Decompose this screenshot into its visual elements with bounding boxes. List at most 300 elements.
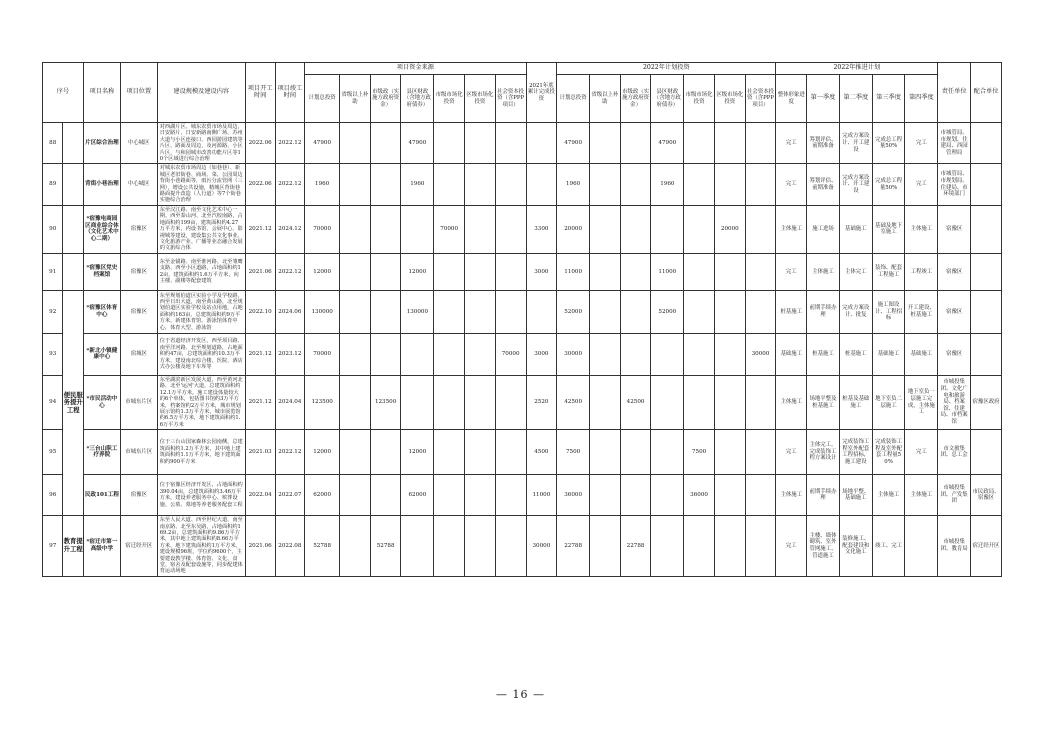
cell-plan-market <box>684 290 715 333</box>
cell-seq: 96 <box>43 475 63 516</box>
table-row <box>43 516 1002 577</box>
cell-plan-municipal <box>620 253 651 290</box>
cell-plan-total: 36000 <box>557 475 590 516</box>
cell-plan-bond <box>651 430 684 475</box>
cell-src-province <box>340 333 371 375</box>
cell-end: 2022.12 <box>275 430 305 475</box>
cell-end: 2024.12 <box>275 205 305 253</box>
table-row <box>43 253 1002 290</box>
cell-overall: 完工 <box>776 516 807 577</box>
cell-end: 2022.08 <box>275 516 305 577</box>
cell-plan-market <box>684 516 715 577</box>
cell-src-province <box>340 123 371 164</box>
cell-q1: 筹划评估、前期准备 <box>807 123 840 164</box>
cell-plan-bond <box>651 516 684 577</box>
cell-end: 2022.12 <box>275 164 305 205</box>
cell-coop <box>971 164 1002 205</box>
cell-prior <box>526 123 557 164</box>
cell-src-total: 70000 <box>305 205 340 253</box>
cell-src-district-market <box>464 375 495 429</box>
cell-overall: 完工 <box>776 430 807 475</box>
cell-plan-bond: 47900 <box>651 123 684 164</box>
cell-plan-total: 1960 <box>557 164 590 205</box>
cell-src-province <box>340 290 371 333</box>
cell-plan-social <box>745 290 776 333</box>
cell-src-total: 52788 <box>305 516 340 577</box>
cell-name: 民政101工程 <box>83 475 120 516</box>
cell-name: 背街小巷治理 <box>83 164 120 205</box>
cell-plan-total: 22788 <box>557 516 590 577</box>
table-body <box>43 123 1002 577</box>
header-coop: 配合单位 <box>971 63 1002 123</box>
cell-plan-province <box>590 205 621 253</box>
header-seq: 序号 <box>43 63 84 123</box>
cell-name: *三台山职工疗养院 <box>83 430 120 475</box>
cell-location: 市城东片区 <box>120 430 157 475</box>
cell-prior: 30000 <box>526 516 557 577</box>
cell-desc: 位于宿豫区经济开发区，占地面积约390.04亩，总建筑面积约3.46万平方米，建设养老服务中心、殡葬设施、公墓、墓地等养老服务配套工程 <box>157 475 245 516</box>
cell-q3: 完成总工程量50% <box>872 123 905 164</box>
cell-name: *新北小镇健康中心 <box>83 333 120 375</box>
cell-q3: 基础施工 <box>872 333 905 375</box>
category-cell <box>63 123 83 164</box>
cell-plan-total: 52000 <box>557 290 590 333</box>
cell-name: *宿豫区党史档案馆 <box>83 253 120 290</box>
cell-name: *宿豫电商园区商业综合体（文化艺术中心二期） <box>83 205 120 253</box>
cell-plan-social <box>745 164 776 205</box>
cell-q4: 基础施工 <box>905 333 938 375</box>
cell-plan-bond: 52000 <box>651 290 684 333</box>
cell-q1: 筹划评估、前期准备 <box>807 164 840 205</box>
cell-plan-district-market: 20000 <box>714 205 745 253</box>
cell-src-municipal: 52788 <box>370 516 401 577</box>
cell-plan-municipal: 42500 <box>620 375 651 429</box>
cell-desc: 东至规划伯道区实验小学及学校路，西至日出大道，南至黄山路，北至规划伯道区实验学校及站点用地，占地面积约163亩，总建筑面积约9万平方米，新建体育馆、游泳馆体育中心，体育大型、游泳馆 <box>157 290 245 333</box>
cell-plan-municipal <box>620 164 651 205</box>
cell-src-total: 70000 <box>305 333 340 375</box>
cell-plan-municipal <box>620 475 651 516</box>
cell-plan-municipal: 22788 <box>620 516 651 577</box>
cell-q1: 前期手续办理 <box>807 290 840 333</box>
cell-resp: 市城投集团、文化广电和旅游局、档案馆、住建局、市档案馆 <box>938 375 971 429</box>
cell-seq: 90 <box>43 205 63 253</box>
cell-src-total: 130000 <box>305 290 340 333</box>
cell-q3: 主体施工 <box>872 475 905 516</box>
cell-plan-municipal <box>620 430 651 475</box>
cell-src-bond: 47900 <box>401 123 434 164</box>
cell-end: 2024.06 <box>275 290 305 333</box>
cell-q2: 场地平整、基础施工 <box>839 475 872 516</box>
cell-coop: 宿迁经开区 <box>971 516 1002 577</box>
cell-src-district-market <box>464 430 495 475</box>
cell-src-total: 62000 <box>305 475 340 516</box>
cell-src-municipal <box>370 475 401 516</box>
cell-plan-bond <box>651 333 684 375</box>
header-overall: 整体形象进度 <box>776 75 807 123</box>
cell-src-market <box>434 375 465 429</box>
cell-q4: 完工 <box>905 430 938 475</box>
cell-src-total: 12000 <box>305 430 340 475</box>
cell-start: 2021.12 <box>245 375 275 429</box>
cell-q2: 装修施工、配套建设和文化施工 <box>839 516 872 577</box>
cell-src-total: 123500 <box>305 375 340 429</box>
cell-q3: 完成总工程量50% <box>872 164 905 205</box>
table-row <box>43 430 1002 475</box>
cell-plan-municipal <box>620 333 651 375</box>
cell-end: 2022.12 <box>275 253 305 290</box>
cell-overall: 完工 <box>776 164 807 205</box>
header-plan-social: 社会资本投资（含PPP项目） <box>745 75 776 123</box>
cell-overall: 完工 <box>776 123 807 164</box>
cell-q4: 开工建设、桩基施工 <box>905 290 938 333</box>
cell-overall: 主体施工 <box>776 205 807 253</box>
cell-src-municipal: 123500 <box>370 375 401 429</box>
cell-location: 宿豫区 <box>120 205 157 253</box>
cell-prior: 3000 <box>526 253 557 290</box>
cell-start: 2021.12 <box>245 333 275 375</box>
cell-coop <box>971 253 1002 290</box>
header-src-social: 社会资本投资（含PPP项目） <box>495 75 526 123</box>
cell-src-province <box>340 205 371 253</box>
cell-plan-social <box>745 375 776 429</box>
cell-plan-social <box>745 430 776 475</box>
cell-start: 2022.06 <box>245 164 275 205</box>
category-cell <box>63 205 83 253</box>
cell-src-market <box>434 475 465 516</box>
cell-plan-bond <box>651 475 684 516</box>
cell-plan-total: 20000 <box>557 205 590 253</box>
project-table <box>42 62 1002 577</box>
cell-q4: 主体施工 <box>905 205 938 253</box>
cell-overall: 桩基施工 <box>776 290 807 333</box>
cell-prior: 11000 <box>526 475 557 516</box>
cell-src-province <box>340 164 371 205</box>
cell-src-bond: 12000 <box>401 430 434 475</box>
cell-plan-province <box>590 253 621 290</box>
table-row <box>43 205 1002 253</box>
cell-q3: 基础及地下室施工 <box>872 205 905 253</box>
cell-src-district-market <box>464 123 495 164</box>
cell-src-total: 47900 <box>305 123 340 164</box>
cell-q1: 主体施工 <box>807 253 840 290</box>
cell-src-district-market <box>464 164 495 205</box>
cell-plan-market <box>684 123 715 164</box>
cell-plan-social: 30000 <box>745 333 776 375</box>
cell-plan-municipal <box>620 290 651 333</box>
cell-q3: 竣工、完工 <box>872 516 905 577</box>
cell-plan-district-market <box>714 123 745 164</box>
cell-src-social <box>495 290 526 333</box>
cell-plan-social <box>745 205 776 253</box>
cell-src-province <box>340 516 371 577</box>
header-q1: 第一季度 <box>807 75 840 123</box>
cell-desc: 位于三台山国家森林公园南侧，总建筑面积约1.2万平方米，其中地上建筑面积约1.1万平方米，地下建筑面积约900平方米 <box>157 430 245 475</box>
cell-src-bond: 62000 <box>401 475 434 516</box>
cell-name: 片区综合治理 <box>83 123 120 164</box>
cell-coop <box>971 333 1002 375</box>
cell-src-social <box>495 430 526 475</box>
cell-q2: 主体完工 <box>839 253 872 290</box>
cell-location: 宿迁经开区 <box>120 516 157 577</box>
cell-resp: 宿豫区 <box>938 333 971 375</box>
cell-src-social: 70000 <box>495 333 526 375</box>
cell-end: 2024.04 <box>275 375 305 429</box>
cell-src-municipal <box>370 290 401 333</box>
cell-src-market <box>434 253 465 290</box>
cell-src-total: 1960 <box>305 164 340 205</box>
cell-desc: 对城东农贸市场周边（如巷巷）、新城区老旧街巷、商场、菜、公园周边背街小巷路面等，雨污分流管网（三网），增设公共设施，精城区背街巷路面提升改造（人行道）等7个街巷实施综合治理 <box>157 164 245 205</box>
cell-src-district-market <box>464 253 495 290</box>
category-cell: 教育提升工程 <box>63 516 83 577</box>
cell-src-bond: 130000 <box>401 290 434 333</box>
header-name: 项目名称 <box>83 63 120 123</box>
header-src-province: 省级以上补助 <box>340 75 371 123</box>
cell-q4 <box>905 516 938 577</box>
cell-resp: 市城管局、市规划、住建局、西园管理局 <box>938 123 971 164</box>
header-src-municipal: 市级政（实施方政府资金） <box>370 75 401 123</box>
cell-plan-market: 7500 <box>684 430 715 475</box>
cell-src-market <box>434 516 465 577</box>
cell-end: 2023.12 <box>275 333 305 375</box>
cell-desc: 对西湖片区、城东农贸市场及周边、日安路片、日安新路南侧广场、苏州大道与小区连接口、西园游园建筑等片区、路面及周边，及河源路、小区片区，与和园城市改善功能片区等10个区域进行综合治理 <box>157 123 245 164</box>
header-location: 项目位置 <box>120 63 157 123</box>
cell-seq: 93 <box>43 333 63 375</box>
cell-q2: 完成方案设计、批复 <box>839 290 872 333</box>
cell-src-market: 70000 <box>434 205 465 253</box>
cell-q2: 基础施工 <box>839 205 872 253</box>
cell-src-municipal <box>370 164 401 205</box>
cell-seq: 94 <box>43 375 63 429</box>
cell-plan-market <box>684 253 715 290</box>
cell-plan-district-market <box>714 290 745 333</box>
header-plan-group: 2022年计划投资 <box>557 63 776 75</box>
category-cell <box>63 164 83 205</box>
cell-start: 2022.06 <box>245 123 275 164</box>
cell-plan-municipal <box>620 123 651 164</box>
cell-q3: 施工图设计、工程招标 <box>872 290 905 333</box>
cell-overall: 完工 <box>776 253 807 290</box>
cell-src-province <box>340 253 371 290</box>
cell-prior: 2520 <box>526 375 557 429</box>
cell-resp: 宿豫区 <box>938 253 971 290</box>
cell-q2: 桩基施工 <box>839 333 872 375</box>
cell-plan-province <box>590 290 621 333</box>
cell-plan-district-market <box>714 164 745 205</box>
cell-src-municipal <box>370 430 401 475</box>
cell-resp: 市城管局、市规划局、住建局、市环境部门 <box>938 164 971 205</box>
table-row <box>43 290 1002 333</box>
cell-src-district-market <box>464 475 495 516</box>
cell-src-district-market <box>464 290 495 333</box>
cell-prior: 3000 <box>526 333 557 375</box>
cell-plan-district-market <box>714 375 745 429</box>
cell-plan-province <box>590 430 621 475</box>
cell-name: *宿迁市第一高级中学 <box>83 516 120 577</box>
cell-q1: 施工进场 <box>807 205 840 253</box>
header-q4: 第四季度 <box>905 75 938 123</box>
cell-overall: 主体施工 <box>776 475 807 516</box>
table-row <box>43 475 1002 516</box>
cell-src-province <box>340 475 371 516</box>
cell-start: 2021.06 <box>245 516 275 577</box>
cell-plan-province <box>590 123 621 164</box>
cell-src-district-market <box>464 333 495 375</box>
cell-src-bond <box>401 333 434 375</box>
cell-plan-social <box>745 475 776 516</box>
cell-coop <box>971 290 1002 333</box>
cell-src-bond <box>401 516 434 577</box>
cell-plan-market <box>684 164 715 205</box>
cell-src-bond <box>401 205 434 253</box>
cell-plan-market <box>684 333 715 375</box>
cell-desc: 东至湖滨新区发展大道、西至黄河北路、北至'运河'大道，总建筑面积约12.1万平方米。施工建设体量较大的6个单体，包括图书馆约3万平方米，档案馆约2万平方米，城市规划展示馆约1.3万平方米，城市展览馆约6.5万平方米，地下建筑面积约1.6万平方米 <box>157 375 245 429</box>
cell-plan-social <box>745 516 776 577</box>
header-src-district-market: 区级市场化投资 <box>464 75 495 123</box>
cell-q1: 主体完工，完成装饰工程方案设计 <box>807 430 840 475</box>
cell-start: 2022.04 <box>245 475 275 516</box>
cell-plan-bond: 11000 <box>651 253 684 290</box>
header-progress-group: 2022年推进计划 <box>776 63 938 75</box>
cell-plan-municipal <box>620 205 651 253</box>
cell-resp: 市城投集团、产发集团 <box>938 475 971 516</box>
cell-coop <box>971 430 1002 475</box>
cell-plan-district-market <box>714 430 745 475</box>
header-prior: 2021年底累计完成投资 <box>526 63 557 123</box>
header-plan-market: 市级市场化投资 <box>684 75 715 123</box>
cell-src-social <box>495 205 526 253</box>
cell-q1: 桩基施工 <box>807 333 840 375</box>
cell-start: 2021.12 <box>245 205 275 253</box>
cell-desc: 东至人民大道、西至世纪大道、南至南京路、北至东吴路，占地面积约169.2亩，总建筑面积约9.86万平方米，其中地上建筑面积约8.66万平方米，地下建筑面积约1万平方米，建设规模96班，学位约9600个，主要建设教学楼、体育馆、文化、食堂、宿舍及配套设施等，同步配建体育运动场地 <box>157 516 245 577</box>
cell-src-bond: 12000 <box>401 253 434 290</box>
cell-plan-bond <box>651 205 684 253</box>
cell-plan-total: 47900 <box>557 123 590 164</box>
cell-q4: 完工 <box>905 123 938 164</box>
header-plan-province: 省级以上补助 <box>590 75 621 123</box>
cell-plan-bond <box>651 375 684 429</box>
cell-location: 市城东片区 <box>120 375 157 429</box>
header-scale: 建设规模及建设内容 <box>157 63 245 123</box>
cell-location: 中心城区 <box>120 164 157 205</box>
cell-start: 2021.06 <box>245 253 275 290</box>
cell-plan-province <box>590 516 621 577</box>
header-plan-district-market: 区级市场化投资 <box>714 75 745 123</box>
cell-coop: 宿豫区政府 <box>971 375 1002 429</box>
cell-end: 2022.07 <box>275 475 305 516</box>
cell-prior <box>526 164 557 205</box>
cell-src-province <box>340 430 371 475</box>
cell-src-district-market <box>464 516 495 577</box>
cell-src-municipal <box>370 253 401 290</box>
category-cell <box>63 253 83 290</box>
cell-q3: 装饰、配套工程施工 <box>872 253 905 290</box>
cell-plan-market <box>684 205 715 253</box>
cell-seq: 95 <box>43 430 63 475</box>
cell-overall: 主体施工 <box>776 375 807 429</box>
cell-seq: 91 <box>43 253 63 290</box>
cell-location: 宿豫区 <box>120 475 157 516</box>
cell-plan-total: 42500 <box>557 375 590 429</box>
header-start: 项目开工时间 <box>245 63 275 123</box>
cell-src-market <box>434 123 465 164</box>
cell-src-market <box>434 290 465 333</box>
cell-plan-social <box>745 123 776 164</box>
cell-src-municipal <box>370 123 401 164</box>
cell-plan-total: 30000 <box>557 333 590 375</box>
cell-coop <box>971 205 1002 253</box>
cell-prior <box>526 290 557 333</box>
cell-src-market <box>434 430 465 475</box>
cell-plan-province <box>590 375 621 429</box>
cell-seq: 92 <box>43 290 63 333</box>
header-plan-total: 计划总投资 <box>557 75 590 123</box>
cell-plan-district-market <box>714 253 745 290</box>
cell-q3: 完成装饰工程及室外配套工程量50% <box>872 430 905 475</box>
cell-seq: 97 <box>43 516 63 577</box>
cell-coop <box>971 123 1002 164</box>
cell-seq: 89 <box>43 164 63 205</box>
cell-src-social <box>495 516 526 577</box>
cell-src-social <box>495 123 526 164</box>
cell-src-social <box>495 253 526 290</box>
cell-q1: 场地平整及桩基施工 <box>807 375 840 429</box>
cell-plan-district-market <box>714 516 745 577</box>
cell-resp: 市文旅集团、总工会 <box>938 430 971 475</box>
cell-resp: 市城投集团、教育局 <box>938 516 971 577</box>
header-q2: 第二季度 <box>839 75 872 123</box>
cell-src-municipal <box>370 333 401 375</box>
cell-src-district-market <box>464 205 495 253</box>
cell-src-social <box>495 164 526 205</box>
cell-plan-market <box>684 375 715 429</box>
cell-plan-province <box>590 333 621 375</box>
header-src-bond: 县区财政（含地方政府债券） <box>401 75 434 123</box>
cell-q4: 完工 <box>905 164 938 205</box>
header-plan-municipal: 市级政（实施方政府资金） <box>620 75 651 123</box>
cell-plan-market: 36000 <box>684 475 715 516</box>
category-cell: 便民服务提升工程 <box>63 290 83 515</box>
table-row <box>43 333 1002 375</box>
cell-src-bond <box>401 375 434 429</box>
cell-start: 2022.10 <box>245 290 275 333</box>
cell-desc: 东至金锚路、南至淮河路、北至雏鹰支路、西至小区道路，占地面积约12亩，建筑面积约1.6万平方米，向主楼、副楼等配套建筑 <box>157 253 245 290</box>
cell-q1: 主楼、墙体砌筑、室外管网施工、管道施工 <box>807 516 840 577</box>
cell-resp: 宿豫区 <box>938 290 971 333</box>
cell-end: 2022.12 <box>275 123 305 164</box>
cell-plan-district-market <box>714 333 745 375</box>
header-source-group: 项目资金来源 <box>305 63 526 75</box>
cell-desc: 东至汉江路、南至文化艺术中心一期、西至泰山河、北至汽校南路，占地面积约199亩，建筑面积约4.27万平方米，内设书馆、会展中心、影视城等建设，建设集公共文化事业、文化旅游产业、广播等业态融合发展的文旅综合体 <box>157 205 245 253</box>
cell-prior: 3300 <box>526 205 557 253</box>
cell-q2: 完成方案设计、开工建设 <box>839 123 872 164</box>
cell-start: 2021.03 <box>245 430 275 475</box>
header-resp: 责任单位 <box>938 63 971 123</box>
cell-resp: 宿豫区 <box>938 205 971 253</box>
cell-q4: 工程竣工 <box>905 253 938 290</box>
header-q3: 第三季度 <box>872 75 905 123</box>
header-src-market: 市级市场化投资 <box>434 75 465 123</box>
page-number: — 16 — <box>496 688 545 701</box>
cell-q1: 前期手续办理 <box>807 475 840 516</box>
cell-q2: 完成方案设计、开工建设 <box>839 164 872 205</box>
header-plan-bond: 县区财政（含地方政府债券） <box>651 75 684 123</box>
cell-q2: 完成装饰工程室外配套工程招标，施工建设 <box>839 430 872 475</box>
cell-coop: 市民政局、宿豫区 <box>971 475 1002 516</box>
cell-location: 中心城区 <box>120 123 157 164</box>
cell-q4: 主体施工 <box>905 475 938 516</box>
cell-src-bond: 1960 <box>401 164 434 205</box>
cell-plan-province <box>590 164 621 205</box>
